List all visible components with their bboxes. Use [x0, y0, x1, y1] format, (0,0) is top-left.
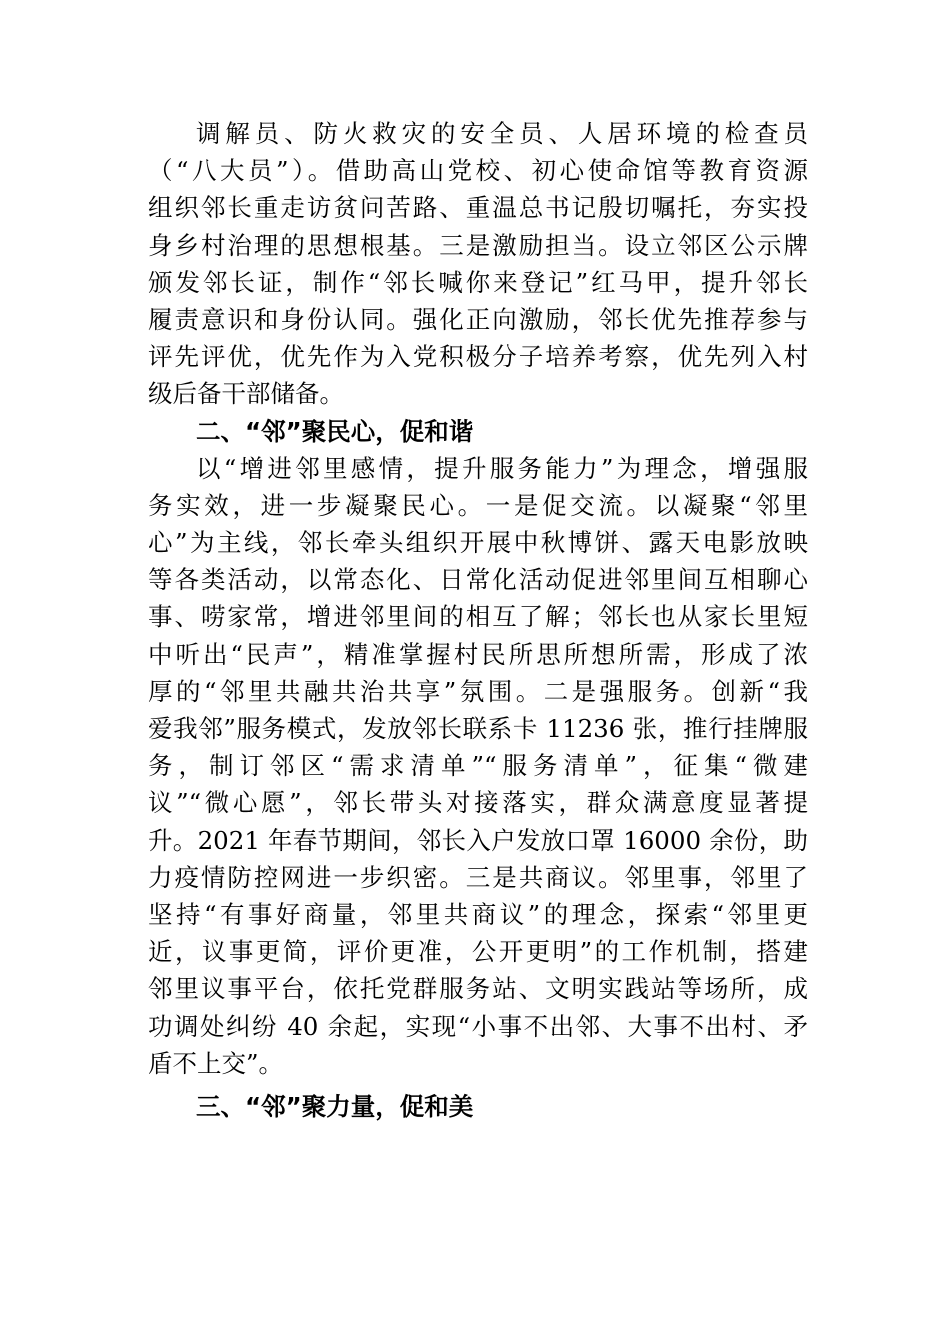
text-line: 组织邻长重走访贫问苦路、重温总书记殷切嘱托，夯实投 [148, 193, 808, 223]
text-line: 厚的“邻里共融共治共享”氛围。二是强服务。创新“我 [148, 676, 808, 706]
document-body [148, 115, 808, 1125]
text-line: 升。2021 年春节期间，邻长入户发放口罩 16000 余份，助 [148, 825, 808, 855]
paragraph-2 [148, 450, 808, 1082]
text-line: 坚持“有事好商量，邻里共商议”的理念，探索“邻里更 [148, 899, 808, 929]
text-line: 颁发邻长证，制作“邻长喊你来登记”红马甲，提升邻长 [148, 267, 808, 297]
text-line: 务实效，进一步凝聚民心。一是促交流。以凝聚“邻里 [148, 490, 808, 520]
section-heading-3: 三、“邻”聚力量，促和美 [196, 1091, 474, 1121]
text-line: 近，议事更简，评价更准，公开更明”的工作机制，搭建 [148, 937, 808, 967]
text-line: 议”“微心愿”，邻长带头对接落实，群众满意度显著提 [148, 788, 808, 818]
text-line: 履责意识和身份认同。强化正向激励，邻长优先推荐参与 [148, 304, 808, 334]
section-heading-2: 二、“邻”聚民心，促和谐 [196, 416, 474, 446]
text-line: 功调处纠纷 40 余起，实现“小事不出邻、大事不出村、矛 [148, 1011, 808, 1041]
text-line: 邻里议事平台，依托党群服务站、文明实践站等场所，成 [148, 974, 808, 1004]
text-line: 事、唠家常，增进邻里间的相互了解；邻长也从家长里短 [148, 602, 808, 632]
text-line: 盾不上交”。 [148, 1048, 284, 1078]
text-line: 心”为主线，邻长牵头组织开展中秋博饼、露天电影放映 [148, 528, 808, 558]
text-line: 级后备干部储备。 [148, 379, 344, 409]
paragraph-1 [148, 115, 808, 413]
text-line: 以“增进邻里感情，提升服务能力”为理念，增强服 [196, 453, 808, 483]
text-line: 评先评优，优先作为入党积极分子培养考察，优先列入村 [148, 342, 808, 372]
text-line: 中听出“民声”，精准掌握村民所思所想所需，形成了浓 [148, 639, 808, 669]
text-line: 等各类活动，以常态化、日常化活动促进邻里间互相聊心 [148, 565, 808, 595]
text-line: 身乡村治理的思想根基。三是激励担当。设立邻区公示牌 [148, 230, 808, 260]
text-line: 务，制订邻区“需求清单”“服务清单”，征集“微建 [148, 751, 808, 781]
text-line: （“八大员”）。借助高山党校、初心使命馆等教育资源 [148, 156, 808, 186]
text-line: 力疫情防控网进一步织密。三是共商议。邻里事，邻里了 [148, 862, 808, 892]
text-line: 调解员、防火救灾的安全员、人居环境的检查员 [196, 119, 808, 148]
text-line: 爱我邻”服务模式，发放邻长联系卡 11236 张，推行挂牌服 [148, 714, 808, 743]
